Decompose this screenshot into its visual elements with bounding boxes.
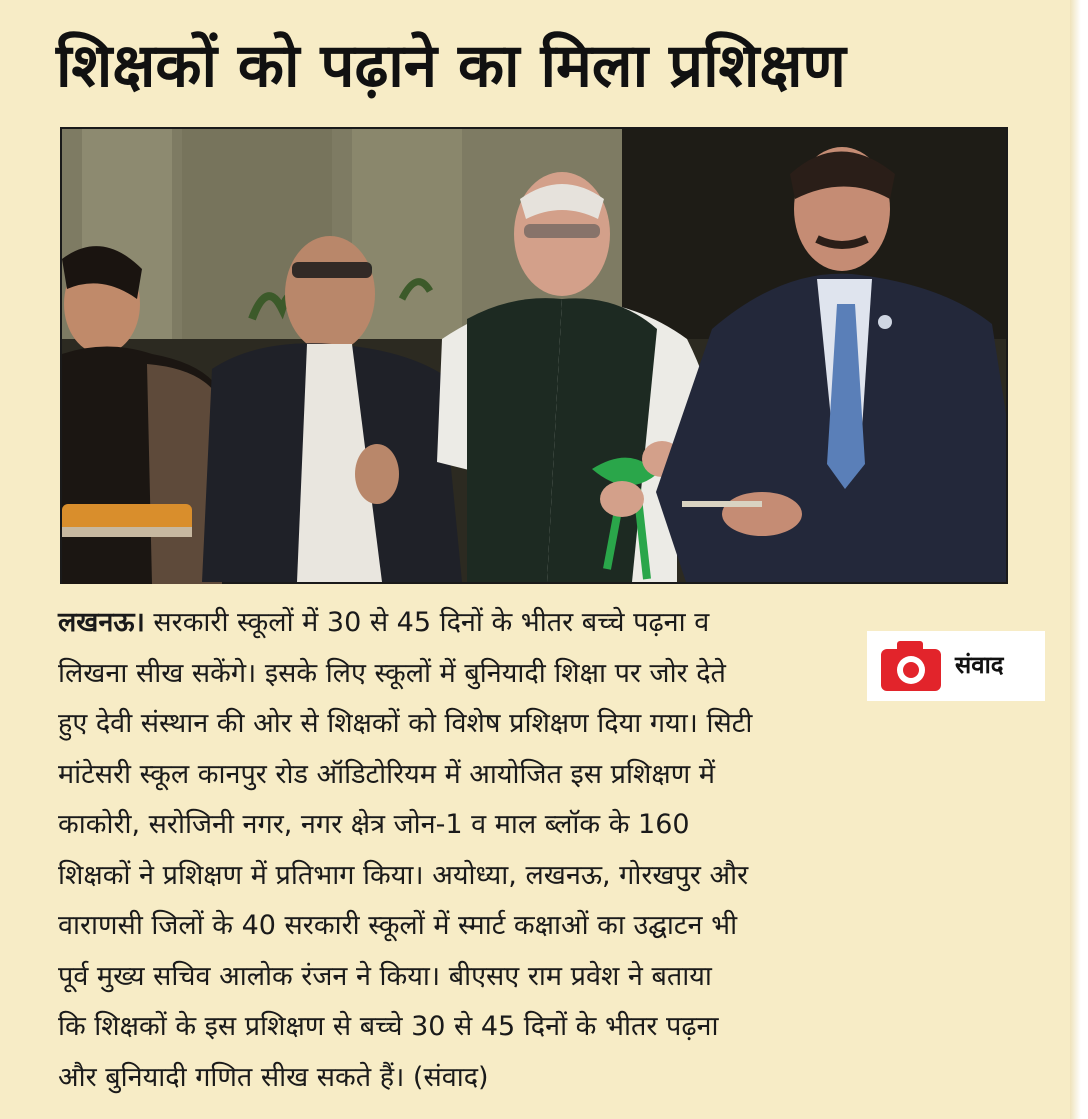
headline: शिक्षकों को पढ़ाने का मिला प्रशिक्षण	[56, 31, 846, 101]
article-line-text: सरकारी स्कूलों में 30 से 45 दिनों के भीतर बच्चे पढ़ना व	[144, 607, 710, 638]
article-line: काकोरी, सरोजिनी नगर, नगर क्षेत्र जोन-1 व माल ब्लॉक के 160	[58, 809, 690, 840]
article-line	[58, 598, 1013, 649]
article-line: लिखना सीख सकेंगे। इसके लिए स्कूलों में बुनियादी शिक्षा पर जोर देते	[58, 657, 726, 689]
event-photo-illustration	[62, 129, 1006, 582]
article-line: और बुनियादी गणित सीख सकते हैं। (संवाद)	[58, 1061, 489, 1093]
article-line: मांटेसरी स्कूल कानपुर रोड ऑडिटोरियम में आयोजित इस प्रशिक्षण में	[58, 758, 715, 790]
article-body	[58, 598, 1013, 1103]
article-line: हुए देवी संस्थान की ओर से शिक्षकों को विशेष प्रशिक्षण दिया गया। सिटी	[58, 708, 753, 739]
article-line: कि शिक्षकों के इस प्रशिक्षण से बच्चे 30 से 45 दिनों के भीतर पढ़ना	[58, 1011, 719, 1042]
article-line: शिक्षकों ने प्रशिक्षण में प्रतिभाग किया। अयोध्या, लखनऊ, गोरखपुर और	[58, 859, 749, 891]
photo-credit-label: संवाद	[955, 651, 1004, 679]
article-line: वाराणसी जिलों के 40 सरकारी स्कूलों में स्मार्ट कक्षाओं का उद्घाटन भी	[58, 910, 738, 941]
dateline: लखनऊ।	[58, 607, 145, 638]
page-margin	[1070, 0, 1088, 1119]
article-line: पूर्व मुख्य सचिव आलोक रंजन ने किया। बीएसए राम प्रवेश ने बताया	[58, 960, 712, 992]
